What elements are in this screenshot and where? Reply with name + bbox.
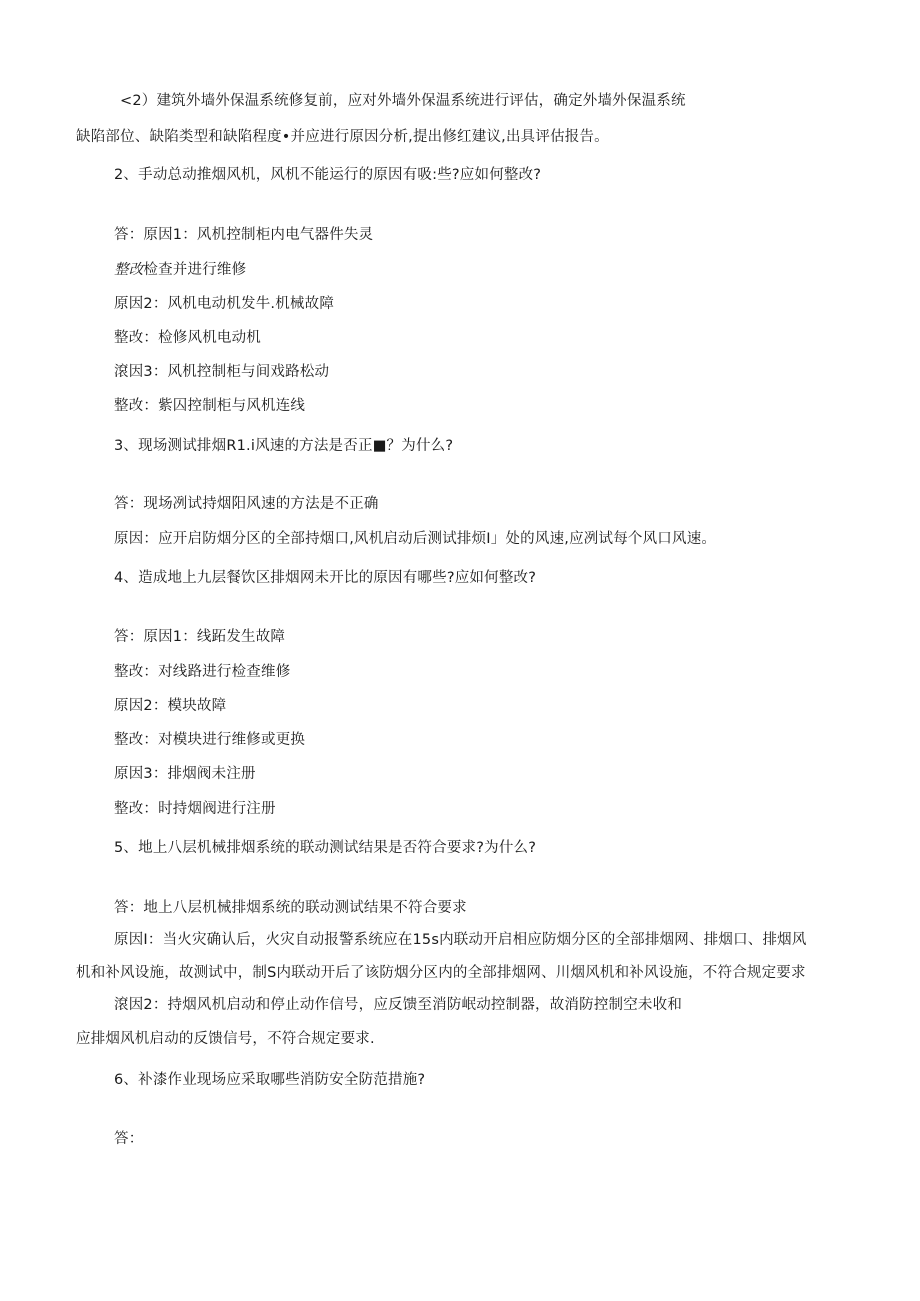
answer-line: 原因2：风机电动机发牛.机械故障	[114, 296, 335, 312]
answer-line: 滾因2：持烟风机启动和停止动作信号，应反馈至消防岷动控制器，故消防控制空未收和	[114, 997, 683, 1013]
question-6: 6、补漆作业现场应采取哪些消防安全防范措施?	[114, 1072, 426, 1088]
question-3: 3、现场测试排烟R1.i风速的方法是否正■？为什么?	[114, 438, 454, 454]
answer-line: 原因：应开启防烟分区的全部持烟口,风机启动后测试排烦I」处的风速,应冽试每个风口风速。	[114, 531, 717, 547]
answer-text: 检查并进行维修	[143, 262, 247, 278]
paragraph-line: <2）建筑外墙外保温系统修复前，应对外墙外保温系统进行评估，确定外墙外保温系统	[120, 93, 686, 109]
answer-line: 原因3：排烟阀未注册	[114, 766, 256, 782]
answer-line: 整改：时持烟阀进行注册	[114, 801, 276, 817]
question-4: 4、造成地上九层餐饮区排烟网未开比的原因有哪些?应如何整改?	[114, 570, 537, 586]
answer-line: 整改：对线路进行检查维修	[114, 664, 291, 680]
answer-line: 答：现场冽试持烟阳风速的方法是不正确	[114, 496, 379, 512]
answer-line: 答：原因1：风机控制柜内电气器件失灵	[114, 227, 374, 243]
answer-line	[114, 260, 246, 280]
answer-line: 原因I：当火灾确认后，火灾自动报警系统应在15s内联动开启相应防烟分区的全部排烟网、排烟口、排烟风	[114, 932, 807, 948]
answer-line: 答：	[114, 1131, 144, 1147]
answer-line: 整改：检修风机电动机	[114, 330, 261, 346]
paragraph-line: 缺陷部位、缺陷类型和缺陷程度•并应进行原因分析,提出修红建议,出具评估报告。	[76, 129, 609, 145]
question-2: 2、手动总动推烟风机，风机不能运行的原因有吸:些?应如何整改?	[114, 167, 542, 183]
answer-line: 机和补风设施，故测试中，制S内联动开后了该防烟分区内的全部排烟网、川烟风机和补风设施，不符合规定要求	[76, 965, 806, 981]
answer-line: 滾因3：风机控制柜与间戏路松动	[114, 364, 330, 380]
answer-line: 整改：紫囚控制柜与风机连线	[114, 398, 306, 414]
answer-prefix: 整改	[114, 262, 144, 278]
answer-line: 答：原因1：线跖发生故障	[114, 629, 286, 645]
answer-line: 应排烟风机启动的反馈信号，不符合规定要求.	[76, 1031, 375, 1047]
question-5: 5、地上八层机械排烟系统的联动测试结果是否符合要求?为什么?	[114, 840, 537, 856]
answer-line: 答：地上八层机械排烟系统的联动测试结果不符合要求	[114, 900, 467, 916]
answer-line: 原因2：模块故障	[114, 698, 227, 714]
answer-line: 整改：对模块进行维修或更换	[114, 732, 306, 748]
